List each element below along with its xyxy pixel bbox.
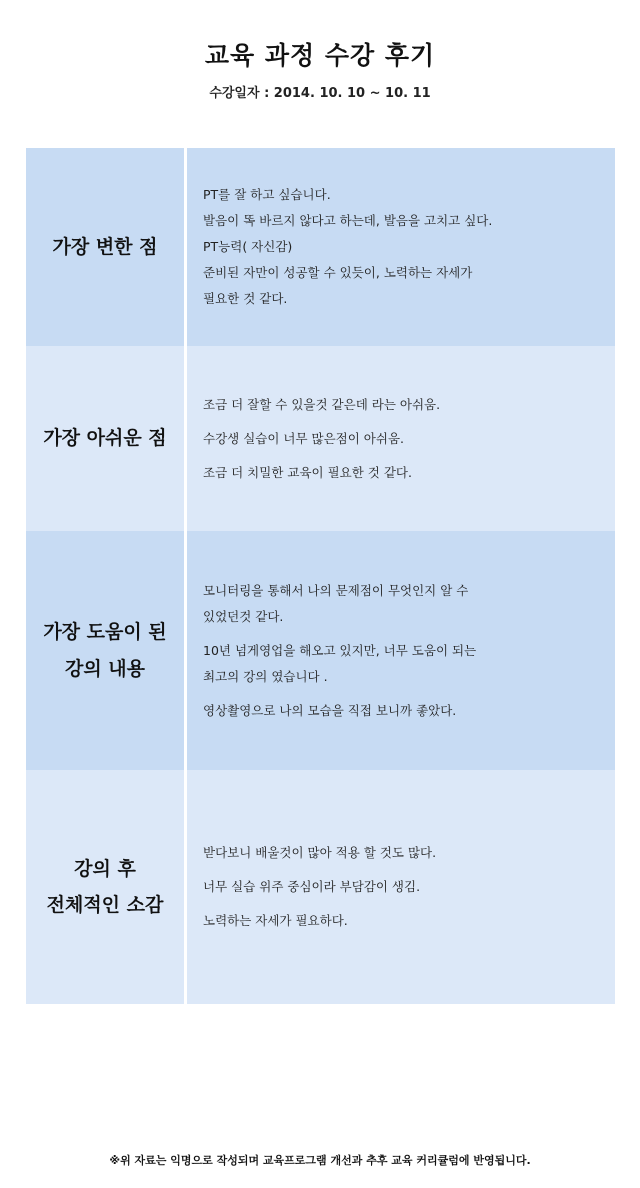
- content-line: 있었던것 같다.: [203, 608, 284, 624]
- row-label-text: 가장 변한 점: [52, 235, 158, 258]
- content-line: 10년 넘게영업을 해오고 있지만, 너무 도움이 되는: [203, 642, 477, 658]
- content-line: 조금 더 치밀한 교육이 필요한 것 같다.: [203, 464, 412, 480]
- row-content: [187, 148, 615, 346]
- review-table: [26, 148, 615, 1004]
- review-row-overall: [26, 770, 615, 1004]
- row-label-text: 가장 도움이 된: [43, 621, 167, 644]
- content-line: 조금 더 잘할 수 있을것 같은데 라는 아쉬움.: [203, 396, 441, 412]
- row-content: [187, 346, 615, 531]
- content-line: 최고의 강의 였습니다 .: [203, 668, 328, 684]
- row-label: [26, 531, 184, 770]
- content-line: 발음이 똑 바르지 않다고 하는데, 발음을 고치고 싶다.: [203, 213, 493, 228]
- content-line: 영상촬영으로 나의 모습을 직접 보니까 좋았다.: [203, 702, 457, 718]
- review-row-most-helpful: [26, 531, 615, 770]
- row-label: [26, 148, 184, 346]
- row-label-text: 전체적인 소감: [46, 894, 164, 916]
- row-label-text: 강의 후: [74, 857, 136, 880]
- content-line: 수강생 실습이 너무 많은점이 아쉬움.: [203, 430, 404, 446]
- review-row-most-changed: [26, 148, 615, 346]
- page-title: 교육 과정 수강 후기: [204, 41, 436, 70]
- row-label: [26, 770, 184, 1004]
- content-line: 노력하는 자세가 필요하다.: [203, 913, 348, 928]
- course-date: 수강일자 : 2014. 10. 10 ~ 10. 11: [209, 86, 431, 101]
- content-line: 필요한 것 같다.: [203, 291, 288, 306]
- content-line: 모니터링을 통해서 나의 문제점이 무엇인지 알 수: [203, 582, 469, 598]
- row-content: [187, 770, 615, 1004]
- row-label-text: 강의 내용: [64, 657, 146, 680]
- row-content: [187, 531, 615, 770]
- row-label: [26, 346, 184, 531]
- content-line: 받다보니 배울것이 많아 적용 할 것도 많다.: [203, 845, 437, 860]
- row-label-text: 가장 아쉬운 점: [43, 427, 167, 450]
- content-line: PT능력( 자신감): [203, 239, 293, 254]
- content-line: PT를 잘 하고 싶습니다.: [203, 187, 331, 202]
- content-line: 너무 실습 위주 중심이라 부담감이 생김.: [203, 879, 421, 894]
- review-row-regrets: [26, 346, 615, 531]
- content-line: 준비된 자만이 성공할 수 있듯이, 노력하는 자세가: [203, 265, 473, 280]
- footer-note: ※위 자료는 익명으로 작성되며 교육프로그램 개선과 추후 교육 커리큘럼에 반영됩니다.: [109, 1154, 531, 1167]
